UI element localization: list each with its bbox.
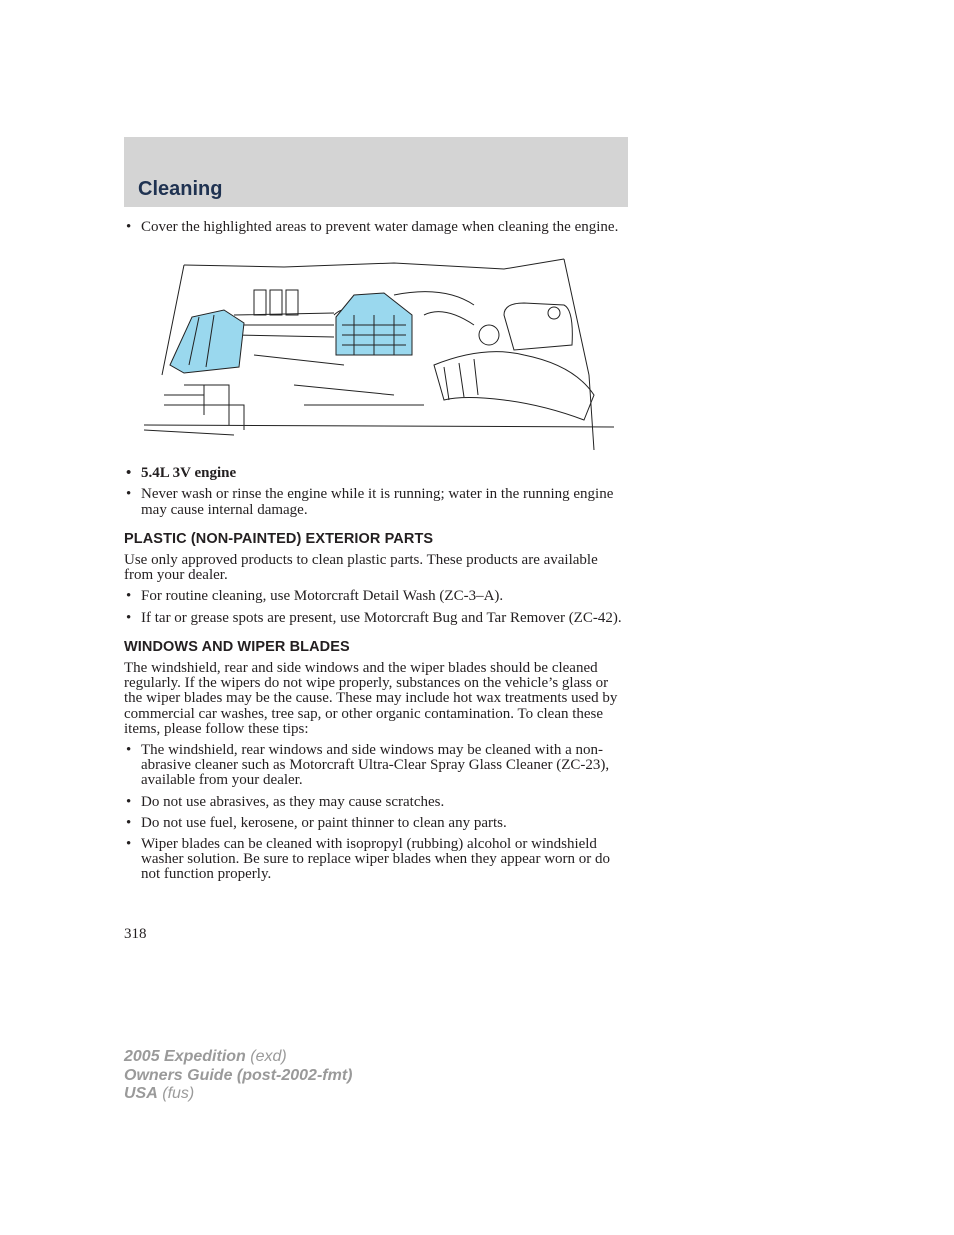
windows-bullet-2: • Do not use abrasives, as they may cause scratches. (124, 795, 630, 810)
highlighted-left-module (170, 310, 244, 373)
windows-bullet-3: • Do not use fuel, kerosene, or paint thinner to clean any parts. (124, 816, 630, 831)
footer (124, 1048, 352, 1104)
windows-intro: The windshield, rear and side windows and the wiper blades should be cleaned regularly. If the wipers do not wipe properly, substances on the vehicle’s glass or the wiper blades may be the cause. These may include hot wax treatments used by commercial car washes, tree sap, or other organic contamination. To clean these items, please follow these tips: (124, 660, 618, 737)
windows-bullet-1: • The windshield, rear windows and side windows may be cleaned with a non-abrasive cleaner such as Motorcraft Ultra-Clear Spray Glass Cleaner (ZC-23), available from your dealer. (124, 743, 630, 789)
page-number: 318 (124, 926, 147, 942)
page-content (124, 220, 630, 889)
plastic-bullet-2: • If tar or grease spots are present, use Motorcraft Bug and Tar Remover (ZC-42). (124, 611, 630, 626)
windows-bullet-4: • Wiper blades can be cleaned with isopropyl (rubbing) alcohol or windshield washer solution. Be sure to replace wiper blades when they appear worn or do not function properly. (124, 837, 630, 883)
plastic-bullet-1: • For routine cleaning, use Motorcraft Detail Wash (ZC-3–A). (124, 589, 630, 604)
section-title: Cleaning (138, 178, 223, 200)
plastic-intro: Use only approved products to clean plastic parts. These products are available from your dealer. (124, 552, 598, 584)
engine-illustration (144, 255, 614, 450)
figure-caption: • 5.4L 3V engine (124, 466, 630, 481)
intro-bullet: • Cover the highlighted areas to prevent water damage when cleaning the engine. (124, 220, 630, 235)
windows-heading: WINDOWS AND WIPER BLADES (124, 638, 350, 655)
highlighted-air-box (336, 293, 412, 355)
plastic-heading: PLASTIC (NON-PAINTED) EXTERIOR PARTS (124, 530, 434, 547)
engine-running-bullet: • Never wash or rinse the engine while it is running; water in the running engine may cause internal damage. (124, 487, 630, 517)
footer-line-3: USA (fus) (124, 1085, 195, 1102)
footer-line-2: Owners Guide (post-2002-fmt) (124, 1066, 353, 1084)
footer-line-1: 2005 Expedition (exd) (124, 1048, 287, 1065)
